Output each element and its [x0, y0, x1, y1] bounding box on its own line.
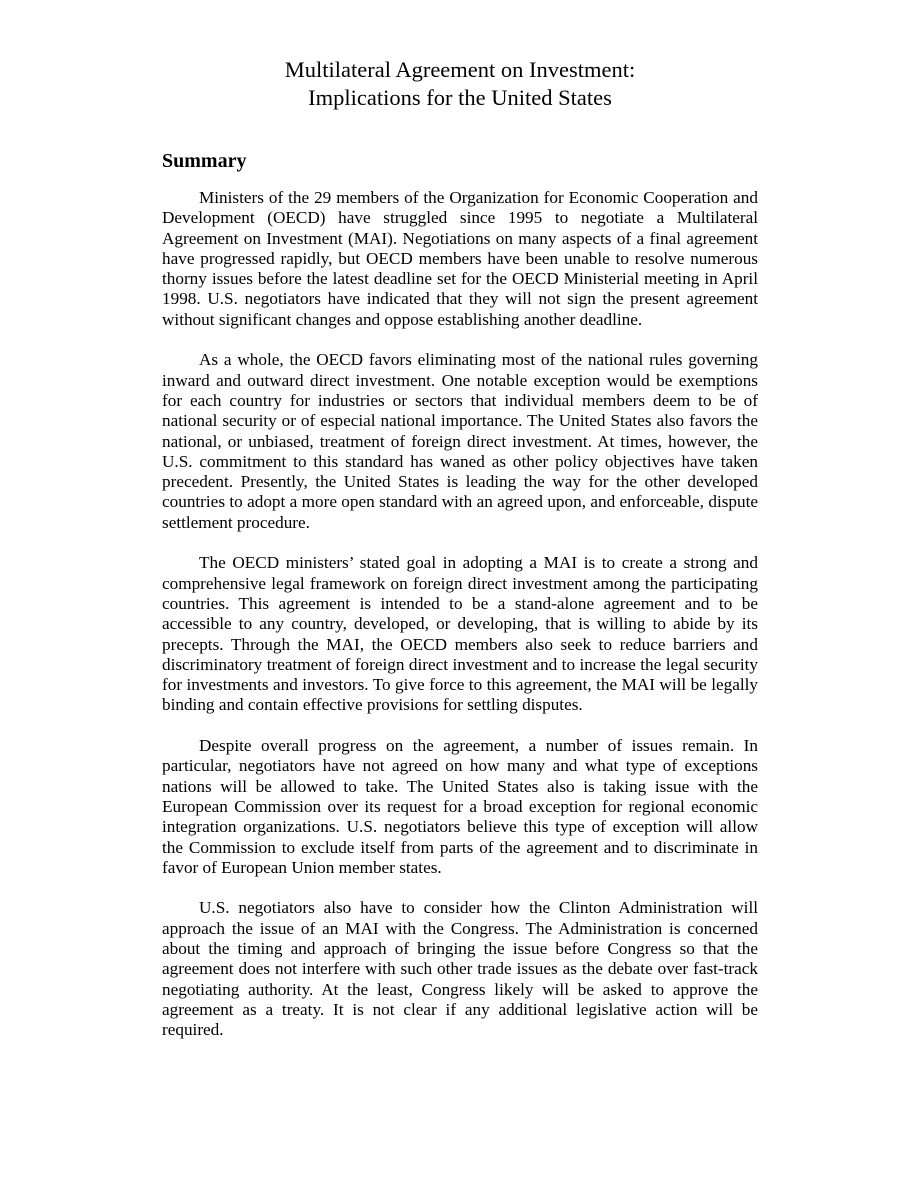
- summary-paragraph-3: The OECD ministers’ stated goal in adopting a MAI is to create a strong and comprehensive legal framework on foreign direct investment among the participating countries. This agreement is intended to be a stand-alone agreement and to be accessible to any country, developed, or developing, that is willing to abide by its precepts. Through the MAI, the OECD members also seek to reduce barriers and discriminatory treatment of foreign direct investment and to increase the legal security for investments and investors. To give force to this agreement, the MAI will be legally binding and contain effective provisions for settling disputes.: [162, 553, 758, 715]
- summary-paragraph-4: Despite overall progress on the agreement, a number of issues remain. In particular, negotiators have not agreed on how many and what type of exceptions nations will be allowed to take. The United States also is taking issue with the European Commission over its request for a broad exception for regional economic integration organizations. U.S. negotiators believe this type of exception will allow the Commission to exclude itself from parts of the agreement and to discriminate in favor of European Union member states.: [162, 736, 758, 877]
- document-title: [162, 56, 758, 112]
- summary-paragraph-1: Ministers of the 29 members of the Organization for Economic Cooperation and Development (OECD) have struggled since 1995 to negotiate a Multilateral Agreement on Investment (MAI). Negotiations on many aspects of a final agreement have progressed rapidly, but OECD members have been unable to resolve numerous thorny issues before the latest deadline set for the OECD Ministerial meeting in April 1998. U.S. negotiators have indicated that they will not sign the present agreement without significant changes and oppose establishing another deadline.: [162, 188, 758, 329]
- section-heading-summary: Summary: [162, 150, 247, 172]
- title-line-1: Multilateral Agreement on Investment:: [284, 57, 636, 82]
- summary-paragraph-5: U.S. negotiators also have to consider how the Clinton Administration will approach the issue of an MAI with the Congress. The Administration is concerned about the timing and approach of bringing the issue before Congress so that the agreement does not interfere with such other trade issues as the debate over fast-track negotiating authority. At the least, Congress likely will be asked to approve the agreement as a treaty. It is not clear if any additional legislative action will be required.: [162, 898, 758, 1040]
- title-line-2: Implications for the United States: [308, 85, 612, 110]
- document-page: [162, 56, 758, 1040]
- summary-paragraph-2: As a whole, the OECD favors eliminating most of the national rules governing inward and outward direct investment. One notable exception would be exemptions for each country for industries or sectors that individual members deem to be of national security or of especial national importance. The United States also favors the national, or unbiased, treatment of foreign direct investment. At times, however, the U.S. commitment to this standard has waned as other policy objectives have taken precedent. Presently, the United States is leading the way for the other developed countries to adopt a more open standard with an agreed upon, and enforceable, dispute settlement procedure.: [162, 350, 758, 532]
